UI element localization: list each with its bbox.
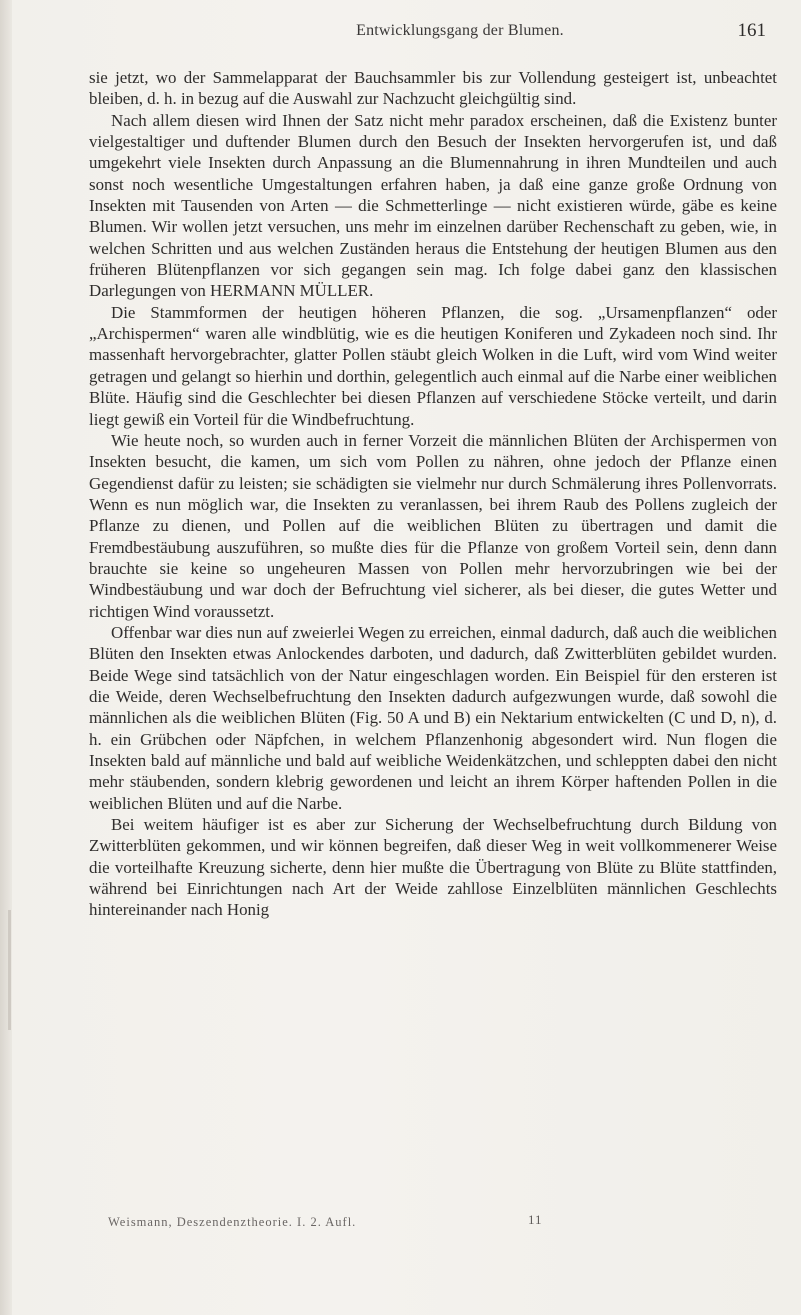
paragraph: Wie heute noch, so wurden auch in ferner Vorzeit die männlichen Blüten der Archispermen von Insekten besucht, die kamen, um sich vom Pollen zu nähren, ohne jedoch der Pflanze einen Gegendienst dafür zu leisten; sie schädigten sie vielmehr nur durch Schmälerung ihres Pollenvorrats. Wenn es nun möglich war, die Insekten zu veranlassen, bei ihrem Raub des Pollens zugleich der Pflanze zu dienen, und Pollen auf die weiblichen Blüten zu übertragen und damit die Fremdbestäubung auszuführen, so mußte dies für die Pflanze von großem Vorteil sein, denn dann brauchte sie keine so ungeheuren Massen von Pollen mehr hervorzubringen wie bei der Windbestäubung und war doch der Befruchtung viel sicherer, als bei dieser, die gutes Wetter und richtigen Wind voraussetzt. [89, 430, 777, 621]
paragraph: sie jetzt, wo der Sammelapparat der Bauchsammler bis zur Vollendung gesteigert ist, unbeachtet bleiben, d. h. in bezug auf die Auswahl zur Nachzucht gleichgültig sind. [89, 68, 777, 109]
footer-citation: Weismann, Deszendenztheorie. I. 2. Aufl. [108, 1215, 357, 1229]
paragraph: Die Stammformen der heutigen höheren Pflanzen, die sog. „Ursamenpflanzen“ oder „Archispermen“ waren alle windblütig, wie es die heutigen Koniferen und Zykadeen noch sind. Ihr massenhaft hervorgebrachter, glatter Pollen stäubt gleich Wolken in die Luft, wird vom Wind weiter getragen und gelangt so hierhin und dorthin, gelegentlich auch einmal auf die Narbe einer weiblichen Blüte. Häufig sind die Geschlechter bei diesen Pflanzen auf verschiedene Stöcke verteilt, und darin liegt gewiß ein Vorteil für die Windbefruchtung. [89, 302, 777, 429]
page-number: 161 [737, 20, 766, 41]
margin-line [8, 910, 11, 1030]
paragraph: Offenbar war dies nun auf zweierlei Wegen zu erreichen, einmal dadurch, daß auch die weiblichen Blüten den Insekten etwas Anlockendes darboten, und dadurch, daß Zwitterblüten gebildet wurden. Beide Wege sind tatsächlich von der Natur eingeschlagen worden. Ein Beispiel für den ersteren ist die Weide, deren Wechselbefruchtung den Insekten dadurch aufgezwungen wurde, daß sowohl die männlichen als die weiblichen Blüten (Fig. 50 A und B) ein Nektarium entwickelten (C und D, n), d. h. ein Grübchen oder Näpfchen, in welchem Pflanzenhonig abgesondert wird. Nun flogen die Insekten bald auf männliche und bald auf weibliche Weidenkätzchen, und schleppten dabei den nicht mehr stäubenden, sondern klebrig gewordenen und leicht an ihrem Körper haftenden Pollen in die weiblichen Blüten und auf die Narbe. [89, 622, 777, 813]
page-footer [108, 1212, 708, 1230]
body-text [89, 67, 777, 921]
signature-mark: 11 [528, 1212, 543, 1227]
scan-edge-shadow [0, 0, 12, 1315]
paragraph: Nach allem diesen wird Ihnen der Satz nicht mehr paradox erscheinen, daß die Existenz bunter vielgestaltiger und duftender Blumen durch den Besuch der Insekten hervorgerufen ist, und daß umgekehrt viele Insekten durch Anpassung an die Blumennahrung in ihren Mundteilen und auch sonst noch wesentliche Umgestaltungen erfahren haben, ja daß eine ganze große Ordnung von Insekten mit Tausenden von Arten — die Schmetterlinge — nicht existieren würde, gäbe es keine Blumen. Wir wollen jetzt versuchen, uns mehr im einzelnen darüber Rechenschaft zu geben, wie, in welchen Schritten und aus welchen Zuständen heraus die Entstehung der heutigen Blumen aus den früheren Blütenpflanzen vor sich gegangen sein mag. Ich folge dabei ganz den klassischen Darlegungen von HERMANN MÜLLER. [89, 110, 777, 301]
paragraph: Bei weitem häufiger ist es aber zur Sicherung der Wechselbefruchtung durch Bildung von Zwitterblüten gekommen, und wir können begreifen, daß dieser Weg in weit vollkommenerer Weise die vorteilhafte Kreuzung sicherte, denn hier mußte die Übertragung von Blüte zu Blüte stattfinden, während bei Einrichtungen nach Art der Weide zahllose Einzelblüten männlichen Geschlechts hintereinander nach Honig [89, 815, 777, 920]
running-head: Entwicklungsgang der Blumen. [356, 22, 564, 39]
page-header [80, 22, 770, 46]
